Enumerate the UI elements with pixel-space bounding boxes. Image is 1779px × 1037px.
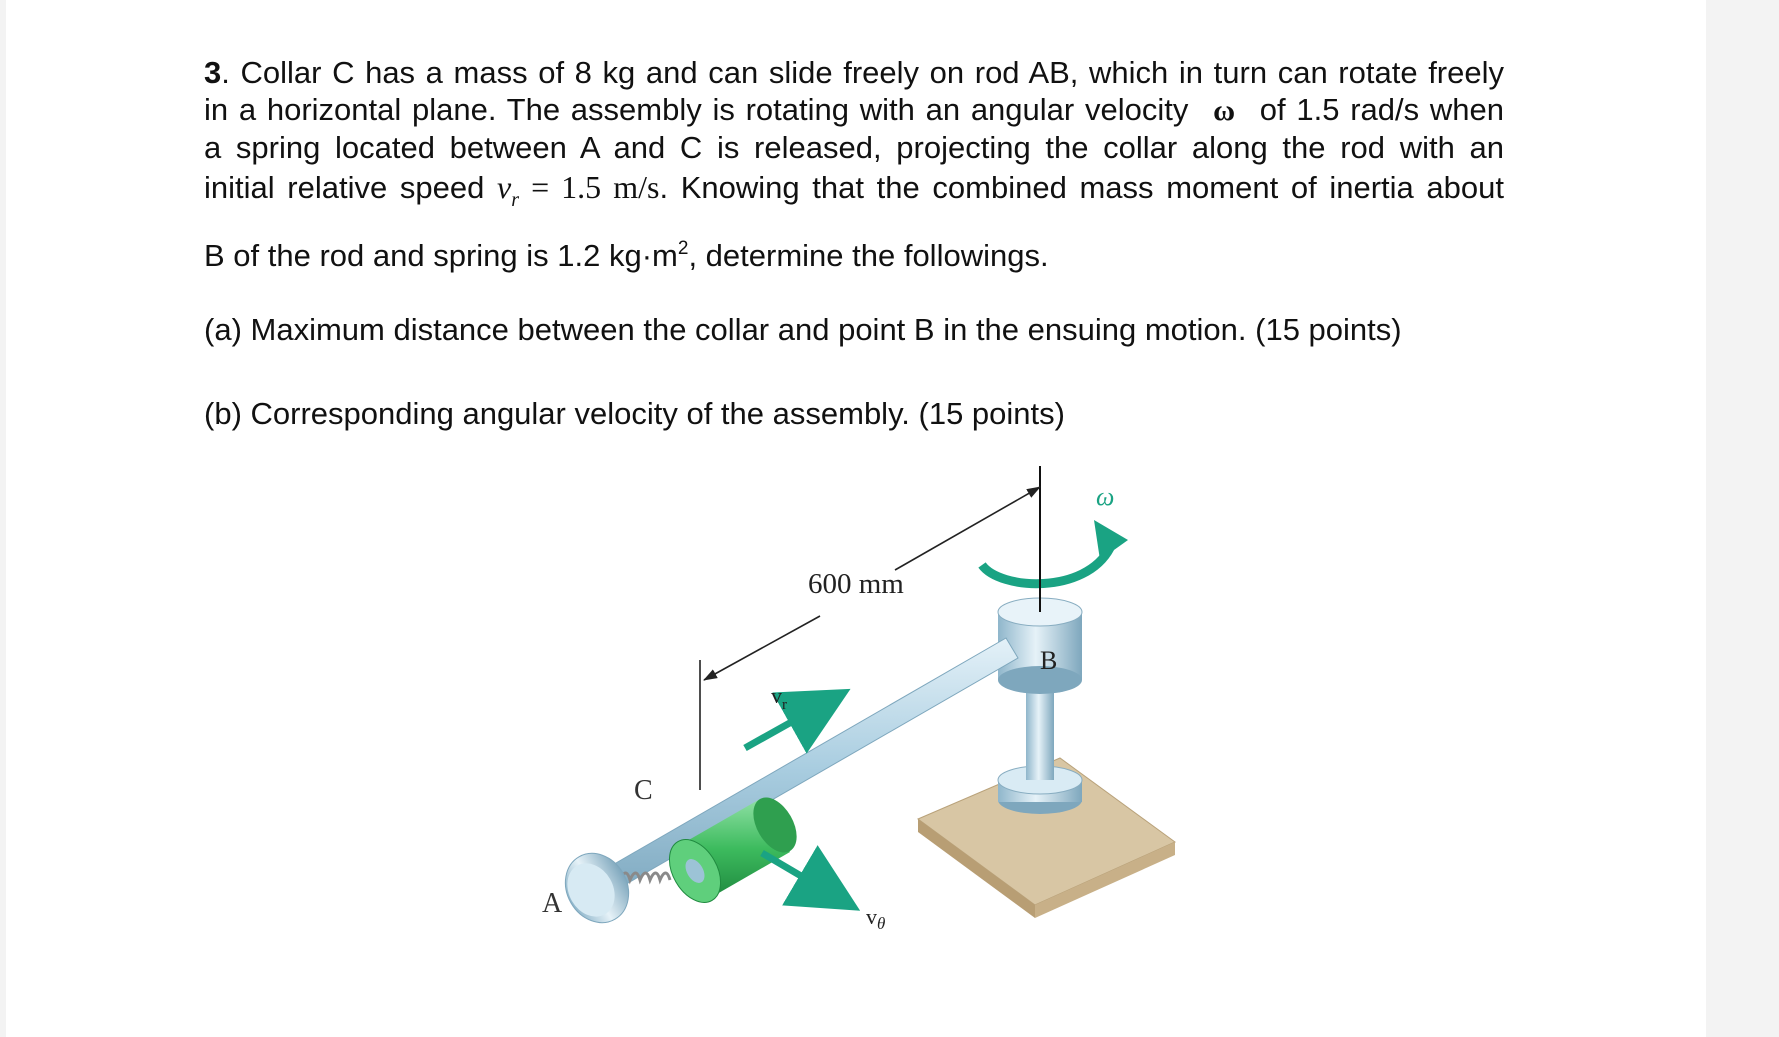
point-a-label: A <box>542 888 563 919</box>
problem-line-2: in a horizontal plane. The assembly is rotating with an angular velocity ω of 1.5 rad/s when <box>204 92 1504 127</box>
part-a: (a) Maximum distance between the collar and point B in the ensuing motion. (15 points) <box>204 312 1402 347</box>
part-b: (b) Corresponding angular velocity of the assembly. (15 points) <box>204 396 1065 431</box>
problem-line-4: initial relative speed $v_r = 1.5$ m/s. Knowing that the combined mass moment of inertia about <box>204 169 1505 211</box>
problem-line-3: a spring located between A and C is released, projecting the collar along the rod with an <box>204 130 1504 165</box>
omega-label: ω <box>1096 482 1115 511</box>
omega-symbol: ω <box>1213 94 1236 127</box>
problem-number: 3 <box>204 55 222 90</box>
collar-c-label: C <box>634 775 653 806</box>
problem-line-1: 3. Collar C has a mass of 8 kg and can slide freely on rod AB, which in turn can rotate freely <box>204 55 1504 90</box>
relative-speed-expression: $v_r = 1.5$ m/s <box>497 169 660 211</box>
dimension-label: 600 mm <box>808 568 904 600</box>
vr-label: $v_r$ <box>771 683 787 713</box>
vtheta-arrow <box>762 853 830 893</box>
problem-line-5: B of the rod and spring is 1.2 $kg\cdot m^2$, determine the followings. <box>204 238 1049 273</box>
rod-ab <box>590 638 1018 898</box>
point-b-label: B <box>1040 646 1058 675</box>
vtheta-label: $v_\theta$ <box>866 904 886 933</box>
post-b <box>998 598 1082 814</box>
omega-rotation-arrow <box>982 520 1128 584</box>
